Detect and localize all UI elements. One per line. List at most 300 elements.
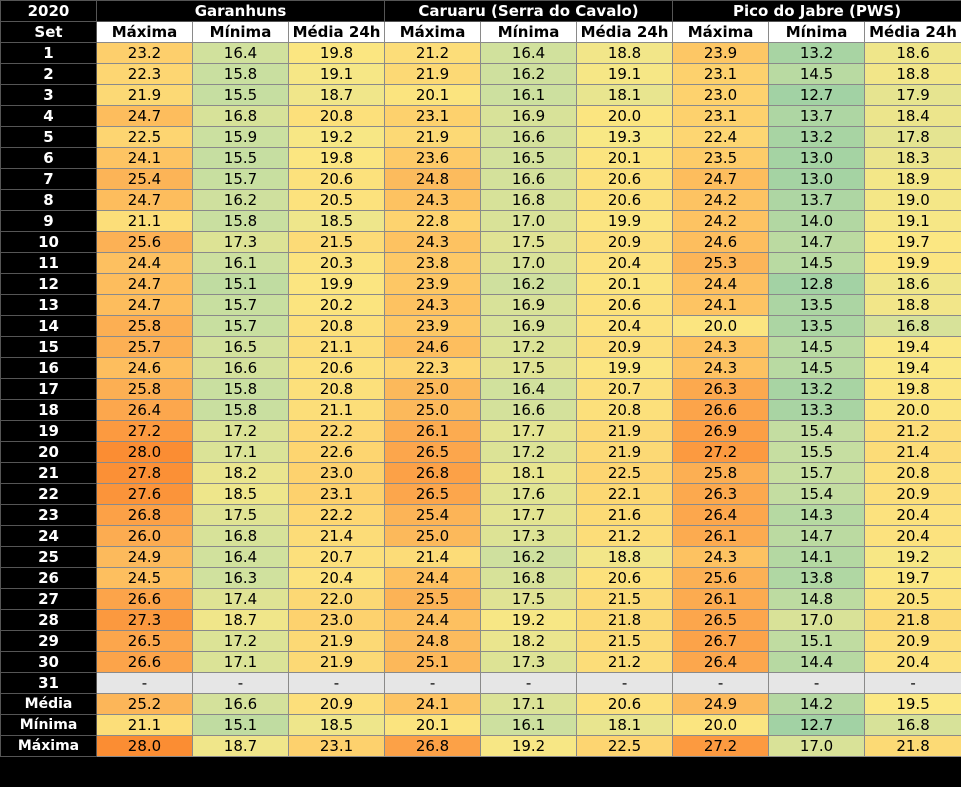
temperature-cell: - [865, 673, 961, 694]
row-label: 11 [1, 253, 97, 274]
row-label: Média [1, 694, 97, 715]
temperature-cell: 23.9 [385, 274, 481, 295]
temperature-cell: 26.9 [673, 421, 769, 442]
temperature-cell: 16.8 [193, 106, 289, 127]
col-header-min: Mínima [769, 22, 865, 43]
temperature-cell: 15.7 [193, 316, 289, 337]
table-row [1, 379, 961, 400]
row-label: Máxima [1, 736, 97, 757]
temperature-cell: 15.5 [769, 442, 865, 463]
temperature-cell: 24.3 [385, 295, 481, 316]
temperature-cell: 19.2 [481, 610, 577, 631]
temperature-cell: 16.9 [481, 316, 577, 337]
temperature-cell: 19.2 [481, 736, 577, 757]
temperature-cell: 13.2 [769, 43, 865, 64]
temperature-cell: 25.4 [385, 505, 481, 526]
temperature-cell: 18.5 [289, 715, 385, 736]
table-row [1, 526, 961, 547]
temperature-cell: 19.5 [865, 694, 961, 715]
temperature-cell: 20.9 [865, 484, 961, 505]
temperature-cell: 20.4 [577, 316, 673, 337]
temperature-cell: 16.8 [481, 190, 577, 211]
temperature-cell: 14.2 [769, 694, 865, 715]
table-row [1, 610, 961, 631]
table-row [1, 316, 961, 337]
temperature-cell: 22.2 [289, 421, 385, 442]
temperature-cell: 16.4 [481, 43, 577, 64]
temperature-cell: 13.7 [769, 190, 865, 211]
temperature-cell: 17.7 [481, 505, 577, 526]
table-row [1, 232, 961, 253]
temperature-cell: 20.8 [865, 463, 961, 484]
temperature-cell: 24.7 [97, 190, 193, 211]
temperature-cell: 24.3 [385, 190, 481, 211]
temperature-cell: 25.6 [673, 568, 769, 589]
temperature-cell: 16.5 [481, 148, 577, 169]
temperature-cell: 19.9 [577, 211, 673, 232]
temperature-cell: 20.8 [577, 400, 673, 421]
temperature-cell: 20.1 [385, 85, 481, 106]
summary-row [1, 736, 961, 757]
temperature-cell: 16.8 [865, 316, 961, 337]
table-body [1, 43, 961, 757]
temperature-cell: 17.1 [193, 442, 289, 463]
row-label: 22 [1, 484, 97, 505]
temperature-cell: 23.1 [673, 106, 769, 127]
temperature-cell: 27.6 [97, 484, 193, 505]
temperature-cell: 20.6 [289, 169, 385, 190]
temperature-cell: 20.5 [289, 190, 385, 211]
temperature-cell: 23.6 [385, 148, 481, 169]
temperature-cell: 20.3 [289, 253, 385, 274]
temperature-cell: 21.1 [97, 211, 193, 232]
temperature-cell: 21.1 [289, 400, 385, 421]
temperature-cell: 26.5 [673, 610, 769, 631]
temperature-cell: 26.4 [673, 505, 769, 526]
temperature-cell: 17.2 [193, 421, 289, 442]
temperature-cell: 18.6 [865, 43, 961, 64]
table-row [1, 505, 961, 526]
temperature-cell: 19.8 [865, 379, 961, 400]
temperature-cell: 20.4 [865, 505, 961, 526]
temperature-cell: 20.0 [673, 715, 769, 736]
temperature-cell: 16.6 [193, 358, 289, 379]
temperature-cell: 19.1 [577, 64, 673, 85]
temperature-cell: 24.5 [97, 568, 193, 589]
temperature-cell: 15.1 [769, 631, 865, 652]
row-label: 24 [1, 526, 97, 547]
row-label: 31 [1, 673, 97, 694]
temperature-cell: 16.9 [481, 106, 577, 127]
temperature-cell: 24.1 [673, 295, 769, 316]
year-label: 2020 [1, 1, 97, 22]
temperature-cell: 22.6 [289, 442, 385, 463]
temperature-cell: 24.7 [673, 169, 769, 190]
row-label: 21 [1, 463, 97, 484]
temperature-cell: 27.2 [97, 421, 193, 442]
temperature-cell: 18.5 [193, 484, 289, 505]
temperature-cell: 21.6 [577, 505, 673, 526]
temperature-cell: 20.2 [289, 295, 385, 316]
temperature-cell: 16.1 [481, 85, 577, 106]
table-row [1, 148, 961, 169]
temperature-cell: 20.8 [289, 316, 385, 337]
temperature-cell: 14.3 [769, 505, 865, 526]
table-row [1, 127, 961, 148]
temperature-cell: 20.7 [289, 547, 385, 568]
temperature-cell: 18.1 [481, 463, 577, 484]
temperature-cell: 24.6 [97, 358, 193, 379]
temperature-cell: 18.1 [577, 85, 673, 106]
temperature-cell: 20.0 [577, 106, 673, 127]
temperature-cell: 16.6 [481, 127, 577, 148]
temperature-cell: 20.4 [577, 253, 673, 274]
row-label: 10 [1, 232, 97, 253]
temperature-cell: 16.2 [481, 547, 577, 568]
temperature-cell: 19.1 [865, 211, 961, 232]
temperature-cell: 13.5 [769, 295, 865, 316]
temperature-cell: 20.8 [289, 106, 385, 127]
temperature-cell: 15.9 [193, 127, 289, 148]
temperature-cell: 16.6 [481, 169, 577, 190]
temperature-cell: 25.1 [385, 652, 481, 673]
temperature-cell: 21.9 [289, 652, 385, 673]
temperature-cell: 16.8 [481, 568, 577, 589]
temperature-cell: 22.4 [673, 127, 769, 148]
temperature-cell: 26.5 [385, 442, 481, 463]
temperature-cell: 24.2 [673, 211, 769, 232]
temperature-cell: 15.7 [193, 295, 289, 316]
row-label: 15 [1, 337, 97, 358]
temperature-cell: 19.8 [289, 43, 385, 64]
temperature-cell: 17.2 [481, 442, 577, 463]
temperature-cell: 27.3 [97, 610, 193, 631]
temperature-cell: 18.1 [577, 715, 673, 736]
temperature-cell: 16.2 [481, 64, 577, 85]
temperature-cell: 26.5 [385, 484, 481, 505]
table-row [1, 337, 961, 358]
temperature-cell: 24.4 [385, 568, 481, 589]
temperature-cell: 16.6 [481, 400, 577, 421]
table-row [1, 631, 961, 652]
temperature-cell: 15.8 [193, 400, 289, 421]
temperature-cell: 19.8 [289, 148, 385, 169]
station-header-garanhuns: Garanhuns [97, 1, 385, 22]
summary-row [1, 694, 961, 715]
temperature-cell: 21.4 [385, 547, 481, 568]
summary-row [1, 715, 961, 736]
table-row [1, 400, 961, 421]
temperature-cell: 17.3 [481, 526, 577, 547]
temperature-cell: 18.9 [865, 169, 961, 190]
temperature-cell: 17.5 [481, 589, 577, 610]
temperature-cell: 25.7 [97, 337, 193, 358]
month-label: Set [1, 22, 97, 43]
temperature-cell: 24.4 [673, 274, 769, 295]
temperature-cell: 22.0 [289, 589, 385, 610]
temperature-cell: 21.8 [577, 610, 673, 631]
temperature-cell: 18.7 [289, 85, 385, 106]
row-label: 23 [1, 505, 97, 526]
table-row [1, 589, 961, 610]
temperature-cell: 26.6 [97, 589, 193, 610]
temperature-cell: 19.1 [289, 64, 385, 85]
temperature-cell: 18.3 [865, 148, 961, 169]
temperature-cell: 22.2 [289, 505, 385, 526]
temperature-cell: 25.0 [385, 400, 481, 421]
row-label: 19 [1, 421, 97, 442]
temperature-cell: 22.3 [385, 358, 481, 379]
row-label: 20 [1, 442, 97, 463]
temperature-cell: 20.9 [577, 337, 673, 358]
temperature-cell: 21.2 [577, 652, 673, 673]
row-label: 29 [1, 631, 97, 652]
temperature-cell: 25.3 [673, 253, 769, 274]
temperature-cell: 17.6 [481, 484, 577, 505]
temperature-cell: 18.7 [193, 736, 289, 757]
temperature-cell: 26.6 [673, 400, 769, 421]
table-row [1, 652, 961, 673]
temperature-cell: 28.0 [97, 442, 193, 463]
row-label: 8 [1, 190, 97, 211]
temperature-cell: 17.9 [865, 85, 961, 106]
table-row [1, 673, 961, 694]
temperature-cell: 21.1 [97, 715, 193, 736]
temperature-cell: 18.2 [481, 631, 577, 652]
temperature-cell: 26.8 [385, 463, 481, 484]
temperature-cell: 20.4 [865, 652, 961, 673]
temperature-cell: 20.9 [577, 232, 673, 253]
temperature-cell: 21.9 [577, 442, 673, 463]
temperature-cell: 15.4 [769, 484, 865, 505]
table-row [1, 190, 961, 211]
temperature-cell: 21.9 [385, 127, 481, 148]
temperature-cell: 20.0 [673, 316, 769, 337]
col-header-mean: Média 24h [577, 22, 673, 43]
temperature-cell: 24.4 [97, 253, 193, 274]
temperature-cell: 16.4 [193, 43, 289, 64]
temperature-cell: 18.8 [577, 43, 673, 64]
temperature-cell: 21.2 [385, 43, 481, 64]
temperature-cell: 16.8 [865, 715, 961, 736]
table-row [1, 358, 961, 379]
temperature-cell: 26.8 [385, 736, 481, 757]
row-label: Mínima [1, 715, 97, 736]
temperature-cell: 23.0 [289, 463, 385, 484]
temperature-cell: 15.7 [769, 463, 865, 484]
temperature-cell: 28.0 [97, 736, 193, 757]
row-label: 4 [1, 106, 97, 127]
temperature-cell: 19.2 [865, 547, 961, 568]
table-row [1, 484, 961, 505]
temperature-cell: 16.1 [193, 253, 289, 274]
table-row [1, 295, 961, 316]
temperature-cell: 19.7 [865, 568, 961, 589]
temperature-cell: 25.6 [97, 232, 193, 253]
col-header-mean: Média 24h [865, 22, 961, 43]
temperature-cell: 17.2 [193, 631, 289, 652]
row-label: 27 [1, 589, 97, 610]
temperature-cell: 21.9 [289, 631, 385, 652]
temperature-cell: 22.5 [577, 463, 673, 484]
temperature-cell: 19.9 [289, 274, 385, 295]
temperature-cell: 19.0 [865, 190, 961, 211]
temperature-cell: - [97, 673, 193, 694]
temperature-cell: 25.8 [97, 379, 193, 400]
temperature-cell: 25.8 [97, 316, 193, 337]
temperature-cell: 17.7 [481, 421, 577, 442]
temperature-cell: - [289, 673, 385, 694]
temperature-cell: 18.8 [577, 547, 673, 568]
temperature-cell: 24.9 [97, 547, 193, 568]
temperature-cell: 21.9 [97, 85, 193, 106]
temperature-cell: 15.5 [193, 85, 289, 106]
temperature-cell: 25.0 [385, 526, 481, 547]
row-label: 25 [1, 547, 97, 568]
col-header-min: Mínima [481, 22, 577, 43]
temperature-cell: 20.5 [865, 589, 961, 610]
temperature-cell: 20.4 [865, 526, 961, 547]
temperature-cell: 13.0 [769, 148, 865, 169]
temperature-cell: 19.9 [865, 253, 961, 274]
temperature-cell: 26.4 [673, 652, 769, 673]
table-row [1, 169, 961, 190]
temperature-cell: 22.3 [97, 64, 193, 85]
temperature-cell: 25.8 [673, 463, 769, 484]
temperature-cell: 18.8 [865, 64, 961, 85]
temperature-cell: 25.0 [385, 379, 481, 400]
temperature-cell: 17.0 [769, 736, 865, 757]
table-row [1, 85, 961, 106]
temperature-cell: 14.5 [769, 253, 865, 274]
temperature-cell: 14.0 [769, 211, 865, 232]
temperature-cell: 22.5 [577, 736, 673, 757]
temperature-cell: 13.3 [769, 400, 865, 421]
temperature-cell: 17.5 [481, 358, 577, 379]
temperature-cell: 21.4 [289, 526, 385, 547]
column-header-row [1, 22, 961, 43]
temperature-cell: 22.5 [97, 127, 193, 148]
temperature-cell: 18.2 [193, 463, 289, 484]
temperature-cell: 23.8 [385, 253, 481, 274]
temperature-cell: 24.9 [673, 694, 769, 715]
temperature-cell: 16.3 [193, 568, 289, 589]
temperature-cell: 24.3 [673, 337, 769, 358]
temperature-cell: 21.5 [289, 232, 385, 253]
temperature-cell: 21.5 [577, 589, 673, 610]
col-header-max: Máxima [385, 22, 481, 43]
table-row [1, 568, 961, 589]
temperature-cell: 20.8 [289, 379, 385, 400]
temperature-cell: 24.7 [97, 295, 193, 316]
col-header-max: Máxima [97, 22, 193, 43]
temperature-cell: 18.4 [865, 106, 961, 127]
temperature-cell: 16.4 [481, 379, 577, 400]
temperature-cell: 21.2 [577, 526, 673, 547]
temperature-cell: 23.5 [673, 148, 769, 169]
temperature-cell: 26.3 [673, 484, 769, 505]
row-label: 13 [1, 295, 97, 316]
temperature-cell: 13.2 [769, 127, 865, 148]
row-label: 1 [1, 43, 97, 64]
station-header-pico-do-jabre: Pico do Jabre (PWS) [673, 1, 961, 22]
temperature-cell: 24.2 [673, 190, 769, 211]
temperature-cell: 14.7 [769, 526, 865, 547]
row-label: 6 [1, 148, 97, 169]
row-label: 9 [1, 211, 97, 232]
temperature-cell: 20.1 [577, 148, 673, 169]
temperature-cell: 26.0 [97, 526, 193, 547]
temperature-cell: 23.1 [673, 64, 769, 85]
temperature-cell: 21.4 [865, 442, 961, 463]
row-label: 14 [1, 316, 97, 337]
temperature-cell: 19.3 [577, 127, 673, 148]
row-label: 5 [1, 127, 97, 148]
temperature-cell: 21.9 [577, 421, 673, 442]
temperature-cell: 15.1 [193, 715, 289, 736]
temperature-cell: 25.2 [97, 694, 193, 715]
temperature-cell: 17.1 [193, 652, 289, 673]
table-row [1, 64, 961, 85]
temperature-cell: 24.8 [385, 631, 481, 652]
table-row [1, 43, 961, 64]
temperature-cell: 20.6 [577, 190, 673, 211]
temperature-cell: 26.5 [97, 631, 193, 652]
temperature-cell: 24.3 [673, 547, 769, 568]
temperature-cell: 20.7 [577, 379, 673, 400]
col-header-mean: Média 24h [289, 22, 385, 43]
temperature-cell: 12.7 [769, 85, 865, 106]
temperature-cell: 23.2 [97, 43, 193, 64]
temperature-cell: 16.1 [481, 715, 577, 736]
temperature-cell: 20.4 [289, 568, 385, 589]
temperature-cell: 12.8 [769, 274, 865, 295]
temperature-cell: 20.1 [577, 274, 673, 295]
temperature-cell: 27.2 [673, 736, 769, 757]
temperature-cell: 26.4 [97, 400, 193, 421]
row-label: 12 [1, 274, 97, 295]
temperature-cell: 20.0 [865, 400, 961, 421]
temperature-cell: 20.6 [577, 169, 673, 190]
temperature-cell: 23.0 [289, 610, 385, 631]
temperature-cell: 19.4 [865, 337, 961, 358]
temperature-cell: 23.9 [385, 316, 481, 337]
temperature-cell: 26.6 [97, 652, 193, 673]
temperature-cell: 17.5 [193, 505, 289, 526]
temperature-cell: 23.1 [289, 484, 385, 505]
temperature-cell: - [673, 673, 769, 694]
temperature-cell: 24.1 [97, 148, 193, 169]
temperature-cell: 21.8 [865, 736, 961, 757]
temperature-cell: 15.1 [193, 274, 289, 295]
temperature-cell: 21.1 [289, 337, 385, 358]
temperature-cell: 26.1 [673, 589, 769, 610]
temperature-cell: 20.6 [577, 694, 673, 715]
temperature-cell: 20.6 [577, 568, 673, 589]
temperature-cell: 17.1 [481, 694, 577, 715]
temperature-cell: 17.0 [769, 610, 865, 631]
temperature-cell: 17.5 [481, 232, 577, 253]
col-header-max: Máxima [673, 22, 769, 43]
temperature-cell: - [385, 673, 481, 694]
temperature-cell: 24.6 [385, 337, 481, 358]
temperature-cell: 20.9 [865, 631, 961, 652]
temperature-cell: 14.8 [769, 589, 865, 610]
table-row [1, 274, 961, 295]
temperature-cell: 19.7 [865, 232, 961, 253]
temperature-cell: 15.8 [193, 379, 289, 400]
temperature-cell: - [769, 673, 865, 694]
